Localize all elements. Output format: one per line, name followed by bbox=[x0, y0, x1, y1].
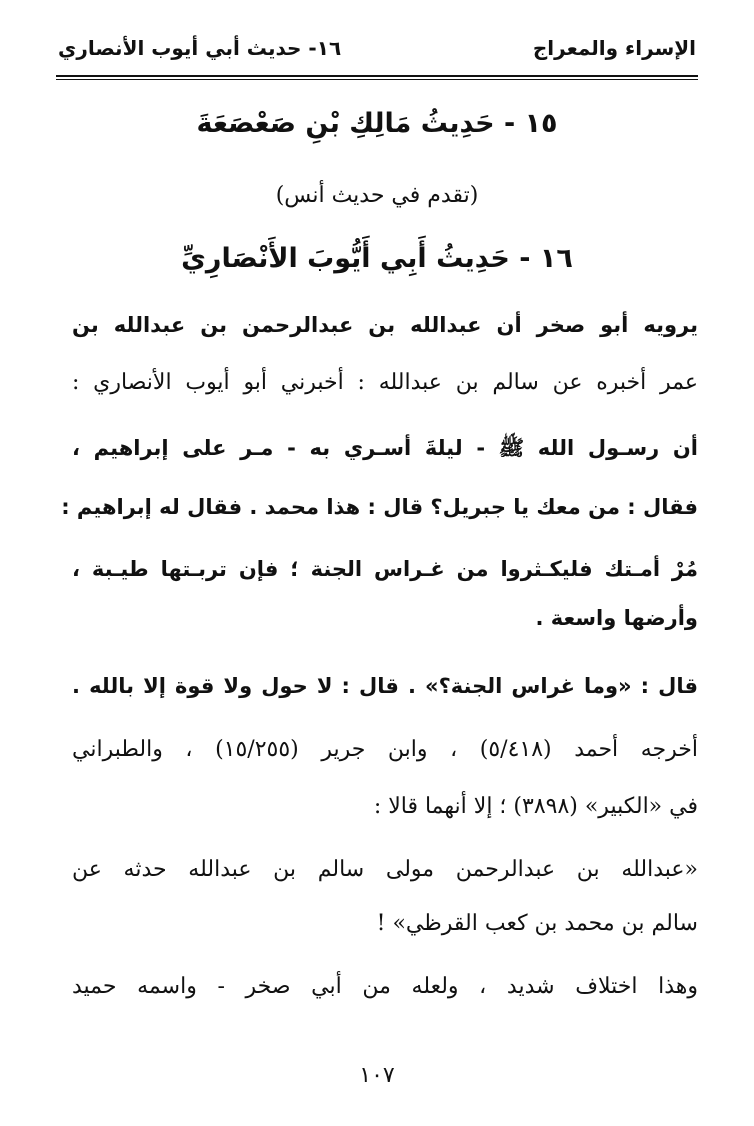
body-line-2: عمر أخبره عن سالم بن عبدالله : أخبرني أبو أيوب الأنصاري : bbox=[72, 370, 698, 395]
section-15-note: (تقدم في حديث أنس) bbox=[275, 183, 479, 208]
body-line-5: مُرْ أمـتك فليكـثروا من غـراس الجنة ؛ فإن تربـتها طيـبة ، bbox=[72, 557, 698, 581]
running-header bbox=[58, 28, 696, 68]
page-number: ١٠٧ bbox=[359, 1063, 395, 1088]
body-line-1: يرويه أبو صخر أن عبدالله بن عبدالرحمن بن عبدالله بن bbox=[72, 313, 698, 337]
body-line-8: أخرجه أحمد (٥/٤١٨) ، وابن جرير (١٥/٢٥٥) ، والطبراني bbox=[72, 737, 698, 762]
section-16-heading: ١٦ - حَدِيثُ أَبِي أَيُّوبَ الأَنْصَارِيِّ bbox=[181, 243, 573, 274]
body-line-3: أن رسـول الله ﷺ - ليلةَ أسـري به - مـر على إبراهيم ، bbox=[72, 436, 698, 460]
body-line-6: وأرضها واسعة . bbox=[535, 606, 698, 630]
body-line-10: «عبدالله بن عبدالرحمن مولى سالم بن عبدالله حدثه عن bbox=[72, 857, 698, 882]
header-divider-thin bbox=[56, 79, 698, 80]
header-book-title: الإسراء والمعراج bbox=[532, 36, 696, 60]
header-divider bbox=[56, 75, 698, 77]
body-line-9: في «الكبير» (٣٨٩٨) ؛ إلا أنهما قالا : bbox=[373, 794, 698, 819]
body-line-12: وهذا اختلاف شديد ، ولعله من أبي صخر - واسمه حميد bbox=[72, 974, 698, 999]
header-section-title: ١٦- حديث أبي أيوب الأنصاري bbox=[58, 36, 342, 60]
body-line-4: فقال : من معك يا جبريل؟ قال : هذا محمد . فقال له إبراهيم : bbox=[61, 495, 698, 519]
body-line-11: سالم بن محمد بن كعب القرظي» ! bbox=[376, 911, 698, 936]
body-line-7: قال : «وما غراس الجنة؟» . قال : لا حول ولا قوة إلا بالله . bbox=[72, 674, 698, 698]
section-15-heading: ١٥ - حَدِيثُ مَالِكِ بْنِ صَعْصَعَةَ bbox=[196, 108, 558, 139]
